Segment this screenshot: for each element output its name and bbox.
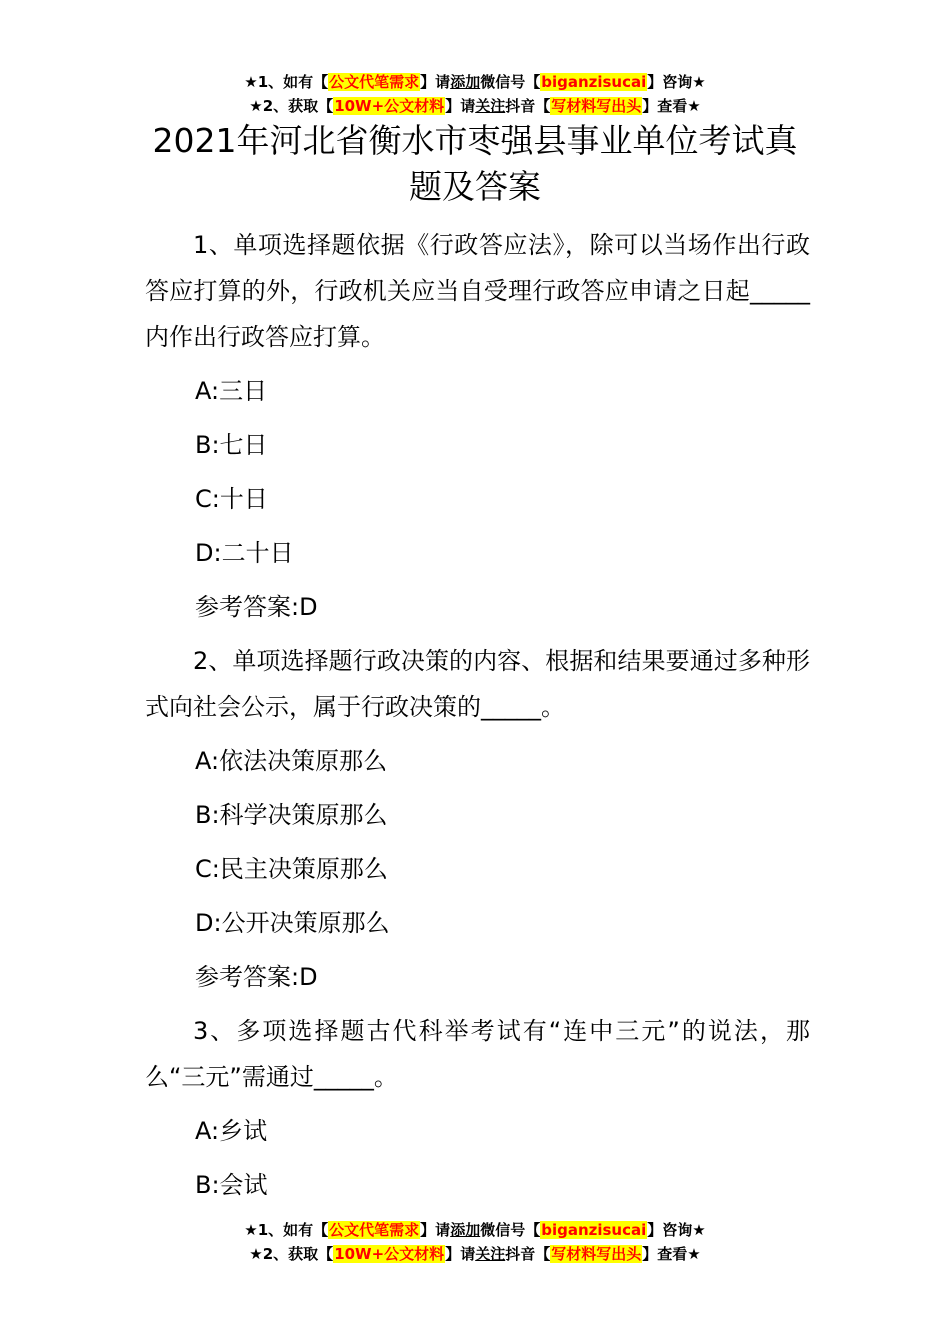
banner-highlight: 10W+公文材料 [334, 97, 445, 115]
question-list [145, 222, 810, 1216]
banner-highlight: 写材料写出头 [551, 1245, 642, 1263]
option-a: A:乡试 [195, 1117, 268, 1145]
banner-highlight: biganzisucai [541, 73, 647, 91]
banner-underlined-text: 添加 [450, 1221, 481, 1239]
banner-line-2 [0, 94, 950, 118]
option-b: B:会试 [195, 1171, 268, 1199]
answer: 参考答案:D [195, 963, 318, 991]
banner-highlight: 公文代笔需求 [329, 1221, 420, 1239]
banner-highlight: 10W+公文材料 [334, 1245, 445, 1263]
banner-underlined-text: 添加 [450, 73, 481, 91]
banner-text: ★1、如有【 [244, 73, 329, 91]
banner-text: 】请 [420, 1221, 451, 1239]
banner-text: 】请 [445, 1245, 476, 1263]
question-1 [145, 222, 810, 630]
banner-line-2 [0, 1242, 950, 1266]
option-b: B:科学决策原那么 [195, 801, 388, 829]
question-text: 2、单项选择题行政决策的内容、根据和结果要通过多种形式向社会公示，属于行政决策的_____。 [145, 647, 810, 721]
option-b: B:七日 [195, 431, 268, 459]
answer: 参考答案:D [195, 593, 318, 621]
banner-text: 】查看★ [642, 1245, 701, 1263]
banner-text: 】咨询★ [647, 73, 706, 91]
banner-highlight: 写材料写出头 [551, 97, 642, 115]
option-d: D:二十日 [195, 539, 294, 567]
banner-text: 微信号【 [480, 73, 541, 91]
option-c: C:民主决策原那么 [195, 855, 388, 883]
banner-text: 】查看★ [642, 97, 701, 115]
banner-underlined-text: 关注 [475, 1245, 506, 1263]
question-2 [145, 638, 810, 1000]
banner-text: ★2、获取【 [249, 97, 334, 115]
question-3 [145, 1008, 810, 1208]
banner-text: ★1、如有【 [244, 1221, 329, 1239]
banner-highlight: biganzisucai [541, 1221, 647, 1239]
banner-line-1 [0, 70, 950, 94]
option-a: A:依法决策原那么 [195, 747, 388, 775]
banner-text: 抖音【 [505, 1245, 551, 1263]
page-title: 2021年河北省衡水市枣强县事业单位考试真题及答案 [152, 121, 798, 206]
banner-underlined-text: 关注 [475, 97, 506, 115]
option-a: A:三日 [195, 377, 268, 405]
footer-banner [0, 1218, 950, 1266]
question-text: 3、多项选择题古代科举考试有“连中三元”的说法，那么“三元”需通过_____。 [145, 1017, 810, 1091]
header-banner [0, 70, 950, 118]
option-c: C:十日 [195, 485, 268, 513]
banner-line-1 [0, 1218, 950, 1242]
question-text: 1、单项选择题依据《行政答应法》，除可以当场作出行政答应打算的外，行政机关应当自受理行政答应申请之日起_____内作出行政答应打算。 [145, 231, 810, 351]
banner-text: 】请 [445, 97, 476, 115]
banner-highlight: 公文代笔需求 [329, 73, 420, 91]
banner-text: ★2、获取【 [249, 1245, 334, 1263]
option-d: D:公开决策原那么 [195, 909, 390, 937]
banner-text: 】咨询★ [647, 1221, 706, 1239]
banner-text: 】请 [420, 73, 451, 91]
banner-text: 抖音【 [505, 97, 551, 115]
banner-text: 微信号【 [480, 1221, 541, 1239]
